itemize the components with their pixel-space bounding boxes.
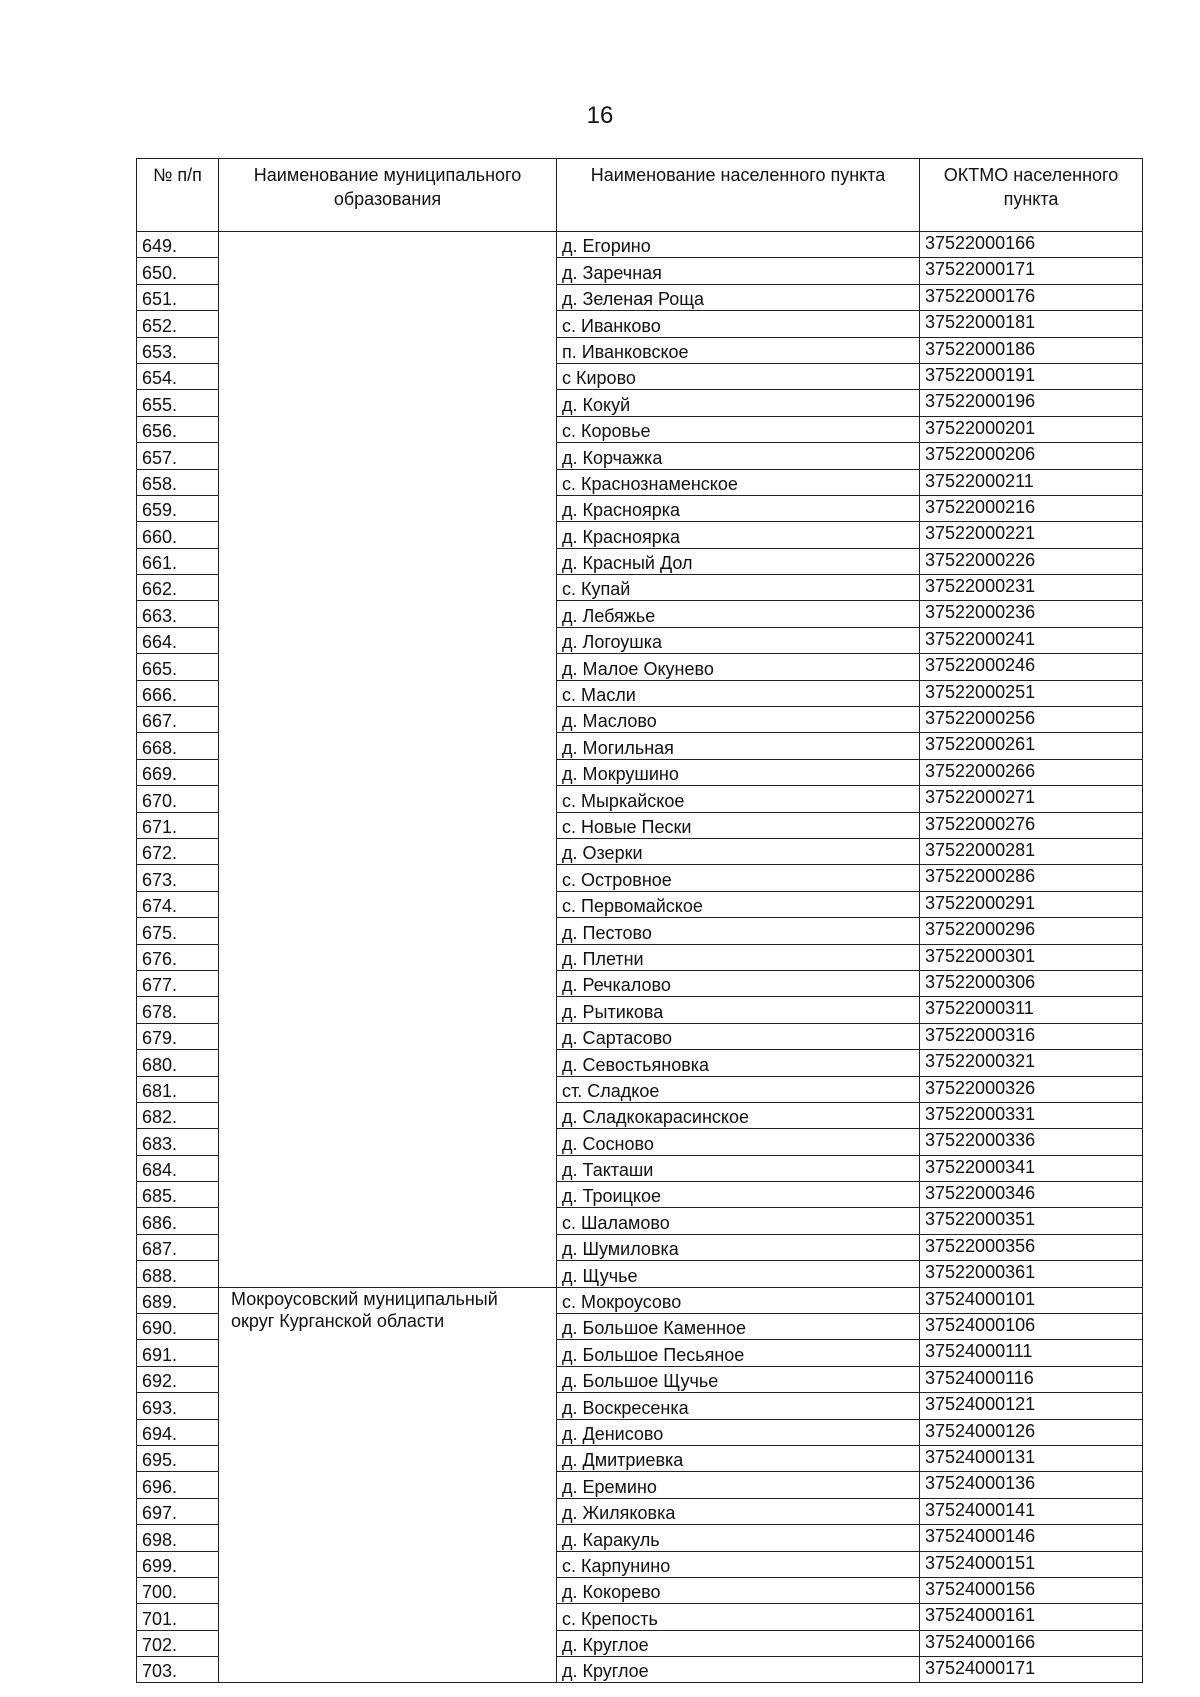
settlement-name: д. Воскресенка — [557, 1393, 920, 1419]
settlement-name: д. Малое Окунево — [557, 654, 920, 680]
settlement-name: д. Севостьяновка — [557, 1050, 920, 1076]
row-number: 668. — [137, 733, 219, 759]
oktmo-code: 37522000186 — [920, 337, 1143, 363]
settlement-name: д. Денисово — [557, 1419, 920, 1445]
row-number: 678. — [137, 997, 219, 1023]
header-num: № п/п — [137, 159, 219, 232]
row-number: 663. — [137, 601, 219, 627]
row-number: 665. — [137, 654, 219, 680]
oktmo-code: 37522000261 — [920, 733, 1143, 759]
row-number: 682. — [137, 1102, 219, 1128]
oktmo-code: 37522000346 — [920, 1182, 1143, 1208]
settlement-name: д. Каракуль — [557, 1525, 920, 1551]
settlement-name: с. Карпунино — [557, 1551, 920, 1577]
row-number: 652. — [137, 311, 219, 337]
oktmo-code: 37522000166 — [920, 232, 1143, 258]
row-number: 661. — [137, 548, 219, 574]
settlement-name: д. Большое Каменное — [557, 1314, 920, 1340]
row-number: 696. — [137, 1472, 219, 1498]
oktmo-code: 37522000226 — [920, 548, 1143, 574]
row-number: 677. — [137, 970, 219, 996]
settlement-name: с. Мыркайское — [557, 786, 920, 812]
row-number: 649. — [137, 232, 219, 258]
oktmo-code: 37522000231 — [920, 575, 1143, 601]
oktmo-code: 37524000141 — [920, 1498, 1143, 1524]
oktmo-code: 37522000211 — [920, 469, 1143, 495]
oktmo-code: 37524000106 — [920, 1314, 1143, 1340]
settlement-name: д. Такташи — [557, 1155, 920, 1181]
oktmo-code: 37524000166 — [920, 1630, 1143, 1656]
oktmo-code: 37522000361 — [920, 1261, 1143, 1287]
row-number: 693. — [137, 1393, 219, 1419]
oktmo-code: 37522000251 — [920, 680, 1143, 706]
oktmo-code: 37522000216 — [920, 495, 1143, 521]
oktmo-code: 37522000311 — [920, 997, 1143, 1023]
oktmo-code: 37522000351 — [920, 1208, 1143, 1234]
settlement-name: д. Круглое — [557, 1657, 920, 1683]
row-number: 688. — [137, 1261, 219, 1287]
oktmo-code: 37522000266 — [920, 759, 1143, 785]
page-number: 16 — [586, 102, 614, 129]
row-number: 699. — [137, 1551, 219, 1577]
oktmo-code: 37522000271 — [920, 786, 1143, 812]
oktmo-code: 37524000111 — [920, 1340, 1143, 1366]
settlement-name: д. Еремино — [557, 1472, 920, 1498]
row-number: 658. — [137, 469, 219, 495]
settlement-name: с. Островное — [557, 865, 920, 891]
row-number: 655. — [137, 390, 219, 416]
oktmo-code: 37522000171 — [920, 258, 1143, 284]
settlement-name: с. Мокроусово — [557, 1287, 920, 1313]
oktmo-code: 37522000241 — [920, 627, 1143, 653]
row-number: 654. — [137, 363, 219, 389]
settlement-name: с. Новые Пески — [557, 812, 920, 838]
row-number: 660. — [137, 522, 219, 548]
settlement-name: п. Иванковское — [557, 337, 920, 363]
row-number: 691. — [137, 1340, 219, 1366]
oktmo-code: 37522000331 — [920, 1102, 1143, 1128]
oktmo-code: 37522000191 — [920, 363, 1143, 389]
row-number: 656. — [137, 416, 219, 442]
table-row — [137, 232, 1143, 258]
row-number: 695. — [137, 1445, 219, 1471]
row-number: 684. — [137, 1155, 219, 1181]
settlement-name: д. Красноярка — [557, 522, 920, 548]
oktmo-code: 37524000146 — [920, 1525, 1143, 1551]
settlement-name: д. Мокрушино — [557, 759, 920, 785]
row-number: 651. — [137, 284, 219, 310]
oktmo-code: 37522000321 — [920, 1050, 1143, 1076]
settlement-name: д. Круглое — [557, 1630, 920, 1656]
oktmo-code: 37522000276 — [920, 812, 1143, 838]
oktmo-code: 37524000121 — [920, 1393, 1143, 1419]
settlement-name: д. Озерки — [557, 838, 920, 864]
oktmo-code: 37524000101 — [920, 1287, 1143, 1313]
settlement-name: с. Краснознаменское — [557, 469, 920, 495]
row-number: 676. — [137, 944, 219, 970]
settlement-name: д. Речкалово — [557, 970, 920, 996]
settlement-name: д. Заречная — [557, 258, 920, 284]
settlement-name: д. Маслово — [557, 707, 920, 733]
row-number: 672. — [137, 838, 219, 864]
row-number: 681. — [137, 1076, 219, 1102]
settlement-name: д. Жиляковка — [557, 1498, 920, 1524]
row-number: 650. — [137, 258, 219, 284]
row-number: 685. — [137, 1182, 219, 1208]
row-number: 692. — [137, 1366, 219, 1392]
oktmo-code: 37522000196 — [920, 390, 1143, 416]
oktmo-code: 37522000341 — [920, 1155, 1143, 1181]
settlement-name: с. Иванково — [557, 311, 920, 337]
settlement-name: д. Троицкое — [557, 1182, 920, 1208]
settlement-name: с. Первомайское — [557, 891, 920, 917]
oktmo-code: 37522000181 — [920, 311, 1143, 337]
row-number: 659. — [137, 495, 219, 521]
settlement-name: д. Могильная — [557, 733, 920, 759]
row-number: 673. — [137, 865, 219, 891]
oktmo-code: 37522000246 — [920, 654, 1143, 680]
municipality-name — [219, 232, 557, 1288]
row-number: 683. — [137, 1129, 219, 1155]
settlement-name: д. Щучье — [557, 1261, 920, 1287]
settlement-name: с Кирово — [557, 363, 920, 389]
settlement-name: д. Плетни — [557, 944, 920, 970]
header-oktmo: ОКТМО населенного пункта — [920, 159, 1143, 232]
row-number: 657. — [137, 443, 219, 469]
row-number: 667. — [137, 707, 219, 733]
settlement-name: д. Логоушка — [557, 627, 920, 653]
settlement-name: с. Крепость — [557, 1604, 920, 1630]
row-number: 671. — [137, 812, 219, 838]
table-header-row — [137, 159, 1143, 232]
settlement-name: д. Сартасово — [557, 1023, 920, 1049]
settlement-name: д. Кокорево — [557, 1577, 920, 1603]
settlement-name: д. Сосново — [557, 1129, 920, 1155]
row-number: 679. — [137, 1023, 219, 1049]
settlement-name: с. Купай — [557, 575, 920, 601]
row-number: 666. — [137, 680, 219, 706]
oktmo-code: 37522000221 — [920, 522, 1143, 548]
row-number: 690. — [137, 1314, 219, 1340]
row-number: 669. — [137, 759, 219, 785]
row-number: 703. — [137, 1657, 219, 1683]
row-number: 675. — [137, 918, 219, 944]
oktmo-code: 37524000161 — [920, 1604, 1143, 1630]
header-municipality: Наименование муниципального образования — [219, 159, 557, 232]
settlement-name: д. Корчажка — [557, 443, 920, 469]
oktmo-code: 37524000131 — [920, 1445, 1143, 1471]
row-number: 697. — [137, 1498, 219, 1524]
table-row — [137, 1287, 1143, 1313]
oktmo-code: 37522000306 — [920, 970, 1143, 996]
settlement-name: д. Егорино — [557, 232, 920, 258]
oktmo-code: 37522000301 — [920, 944, 1143, 970]
oktmo-code: 37524000126 — [920, 1419, 1143, 1445]
settlement-name: с. Масли — [557, 680, 920, 706]
settlements-table — [136, 158, 1143, 1683]
settlement-name: д. Дмитриевка — [557, 1445, 920, 1471]
row-number: 674. — [137, 891, 219, 917]
oktmo-code: 37522000201 — [920, 416, 1143, 442]
row-number: 701. — [137, 1604, 219, 1630]
oktmo-code: 37522000286 — [920, 865, 1143, 891]
settlement-name: д. Красный Дол — [557, 548, 920, 574]
oktmo-code: 37522000176 — [920, 284, 1143, 310]
table-body — [137, 232, 1143, 1683]
row-number: 698. — [137, 1525, 219, 1551]
settlement-name: д. Красноярка — [557, 495, 920, 521]
row-number: 700. — [137, 1577, 219, 1603]
row-number: 664. — [137, 627, 219, 653]
settlement-name: д. Рытикова — [557, 997, 920, 1023]
settlement-name: д. Зеленая Роща — [557, 284, 920, 310]
row-number: 687. — [137, 1234, 219, 1260]
row-number: 670. — [137, 786, 219, 812]
oktmo-code: 37524000156 — [920, 1577, 1143, 1603]
row-number: 653. — [137, 337, 219, 363]
oktmo-code: 37522000326 — [920, 1076, 1143, 1102]
settlement-name: д. Большое Песьяное — [557, 1340, 920, 1366]
row-number: 680. — [137, 1050, 219, 1076]
settlement-name: д. Лебяжье — [557, 601, 920, 627]
oktmo-code: 37522000236 — [920, 601, 1143, 627]
row-number: 689. — [137, 1287, 219, 1313]
row-number: 686. — [137, 1208, 219, 1234]
oktmo-code: 37524000116 — [920, 1366, 1143, 1392]
oktmo-code: 37524000151 — [920, 1551, 1143, 1577]
oktmo-code: 37522000336 — [920, 1129, 1143, 1155]
oktmo-code: 37524000171 — [920, 1657, 1143, 1683]
header-settlement: Наименование населенного пункта — [557, 159, 920, 232]
row-number: 702. — [137, 1630, 219, 1656]
oktmo-code: 37522000316 — [920, 1023, 1143, 1049]
oktmo-code: 37522000291 — [920, 891, 1143, 917]
settlement-name: д. Пестово — [557, 918, 920, 944]
settlement-name: ст. Сладкое — [557, 1076, 920, 1102]
oktmo-code: 37522000281 — [920, 838, 1143, 864]
municipality-name: Мокроусовский муниципальный округ Курганской области — [219, 1287, 557, 1683]
oktmo-code: 37522000206 — [920, 443, 1143, 469]
settlement-name: с. Коровье — [557, 416, 920, 442]
settlement-name: д. Кокуй — [557, 390, 920, 416]
oktmo-code: 37522000296 — [920, 918, 1143, 944]
settlement-name: с. Шаламово — [557, 1208, 920, 1234]
oktmo-code: 37522000356 — [920, 1234, 1143, 1260]
row-number: 662. — [137, 575, 219, 601]
row-number: 694. — [137, 1419, 219, 1445]
oktmo-code: 37524000136 — [920, 1472, 1143, 1498]
settlement-name: д. Шумиловка — [557, 1234, 920, 1260]
settlement-name: д. Сладкокарасинское — [557, 1102, 920, 1128]
settlement-name: д. Большое Щучье — [557, 1366, 920, 1392]
oktmo-code: 37522000256 — [920, 707, 1143, 733]
